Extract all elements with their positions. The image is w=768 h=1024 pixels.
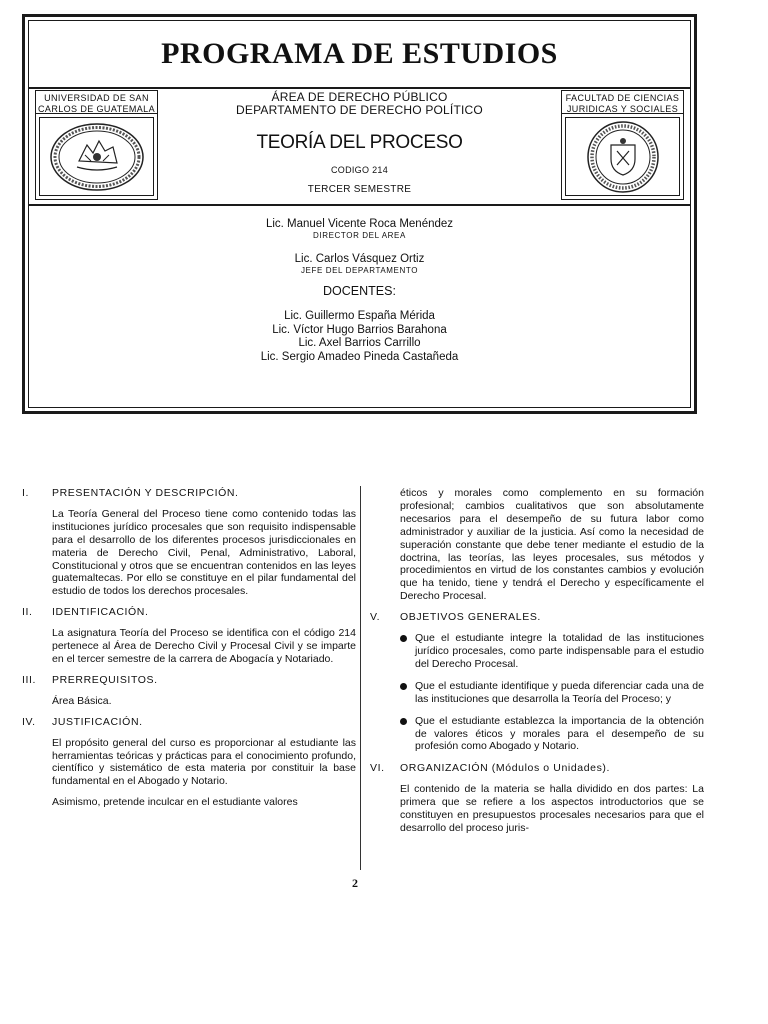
paragraph: El propósito general del curso es proporcionar al estudiante las herramientas teóricas y prácticas para el conocimiento profundo, científico y sistemático de esta materia por constituir la base fundamental en el Abogado y Notario. — [52, 736, 356, 788]
section-number: I. — [22, 487, 30, 499]
staff-block — [29, 217, 690, 364]
faculty-label-line-2: JURIDICAS Y SOCIALES — [566, 103, 679, 114]
university-label-line-2: CARLOS DE GUATEMALA — [38, 103, 155, 114]
section-heading — [22, 716, 356, 729]
section-heading — [22, 487, 356, 500]
teacher-item: Lic. Sergio Amadeo Pineda Castañeda — [260, 350, 459, 363]
objective-item — [400, 715, 704, 754]
faculty-seal-icon — [583, 119, 663, 195]
paragraph: Asimismo, pretende inculcar en el estudiante valores — [52, 796, 298, 809]
course-name: TEORÍA DEL PROCESO — [256, 132, 463, 153]
section-title: ORGANIZACIÓN (Módulos o Unidades). — [400, 762, 611, 775]
objective-item — [400, 632, 704, 671]
head-role: JEFE DEL DEPARTAMENTO — [300, 266, 419, 275]
section-number: VI. — [370, 762, 385, 775]
section-title: IDENTIFICACIÓN. — [52, 606, 149, 619]
column-divider — [360, 486, 361, 870]
header-inner-frame — [28, 20, 691, 408]
right-column — [370, 487, 704, 843]
section-heading — [22, 606, 356, 619]
bullet-icon — [400, 718, 407, 725]
section-number: V. — [370, 611, 381, 624]
header-frame — [22, 14, 697, 414]
teacher-list — [29, 310, 690, 364]
university-label-line-1: UNIVERSIDAD DE SAN — [44, 93, 149, 103]
teacher-item: Lic. Guillermo España Mérida — [284, 310, 435, 322]
director-role: DIRECTOR DEL AREA — [313, 231, 406, 240]
section-heading — [22, 674, 356, 687]
section-title: PRERREQUISITOS. — [52, 673, 158, 686]
university-box — [35, 90, 158, 200]
faculty-seal-box — [565, 117, 680, 196]
section-justification — [22, 716, 356, 809]
section-title: OBJETIVOS GENERALES. — [400, 611, 541, 624]
section-heading — [370, 611, 704, 624]
section-number: IV. — [22, 715, 36, 728]
paragraph-continued: éticos y morales como complemento en su formación profesional; cambios cualitativos que son absolutamente necesarios para el desempeño de su futura labor como administrador y auxiliar de la justicia. Así como la necesidad de superación constante que debe tener mediante el estudio de la doctrina, las teorías, las leyes procesales, sus métodos y procedimientos en virtud de los constantes cambios y evolución que ha tenido, tiene y tendrá el Derecho y específicamente el Derecho Procesal. — [400, 487, 704, 603]
section-number: II. — [22, 606, 33, 619]
title-row — [29, 21, 690, 89]
course-semester: TERCER SEMESTRE — [307, 184, 412, 195]
department-name: DEPARTAMENTO DE DERECHO POLÍTICO — [236, 103, 483, 117]
section-organization — [370, 762, 704, 835]
objective-item — [400, 680, 704, 706]
left-column — [22, 487, 356, 817]
docentes-heading: DOCENTES: — [323, 284, 396, 298]
objective-text: Que el estudiante identifique y pueda diferenciar cada una de las instituciones que desarrolla la Teoría del Proceso; y — [415, 679, 704, 705]
paragraph: La Teoría General del Proceso tiene como contenido todas las instituciones jurídico procesales que son requisito indispensable para el desarrollo de los diferentes procesos jurisdiccionales en materia de Derecho Civil, Penal, Administrativo, Laboral, Constitucional y otros que se encuentran contenidos en las leyes guatemaltecas. Por ello se constituye en el pilar fundamental del estudio de todos los derechos procesales. — [52, 507, 356, 598]
faculty-box — [561, 90, 684, 200]
paragraph: La asignatura Teoría del Proceso se identifica con el código 214 pertenece al Área de Derecho Civil y Procesal Civil y se imparte en el tercer semestre de la carrera de Abogacía y Notariado. — [52, 627, 356, 665]
faculty-label — [562, 91, 683, 114]
head-name: Lic. Carlos Vásquez Ortiz — [294, 253, 425, 265]
objective-text: Que el estudiante establezca la importancia de la obtención de valores éticos y morales para el desempeño de su profesión como Abogado y Notario. — [415, 714, 704, 753]
bullet-icon — [400, 683, 407, 690]
page-number: 2 — [352, 876, 358, 890]
section-heading — [370, 762, 704, 775]
university-seal-icon — [47, 121, 147, 193]
director-name: Lic. Manuel Vicente Roca Menéndez — [265, 218, 454, 230]
section-title: PRESENTACIÓN Y DESCRIPCIÓN. — [52, 487, 239, 499]
section-title: JUSTIFICACIÓN. — [52, 715, 143, 728]
paragraph: Área Básica. — [52, 694, 112, 707]
section-identification — [22, 606, 356, 666]
objective-text: Que el estudiante integre la totalidad de las instituciones jurídico procesales, como parte indispensable para el estudio del Derecho Procesal. — [415, 632, 704, 670]
teacher-item: Lic. Víctor Hugo Barrios Barahona — [272, 323, 447, 336]
course-code: CODIGO 214 — [330, 165, 389, 175]
section-prerequisites — [22, 674, 356, 708]
course-heading — [164, 88, 555, 195]
bullet-icon — [400, 635, 407, 642]
course-info-row — [29, 88, 690, 206]
university-seal-box — [39, 117, 154, 196]
university-label — [36, 91, 157, 114]
paragraph: El contenido de la materia se halla dividido en dos partes: La primera que se refiere a los aspectos introductorios que se constituyen en presupuestos procesales necesarios para que el desarrollo del proceso juris- — [400, 783, 704, 834]
section-objectives — [370, 611, 704, 753]
teacher-item: Lic. Axel Barrios Carrillo — [298, 337, 421, 349]
section-presentation — [22, 487, 356, 598]
faculty-label-line-1: FACULTAD DE CIENCIAS — [565, 93, 680, 103]
area-name: ÁREA DE DERECHO PÚBLICO — [271, 90, 448, 104]
page-title: PROGRAMA DE ESTUDIOS — [161, 37, 558, 70]
section-number: III. — [22, 673, 37, 686]
